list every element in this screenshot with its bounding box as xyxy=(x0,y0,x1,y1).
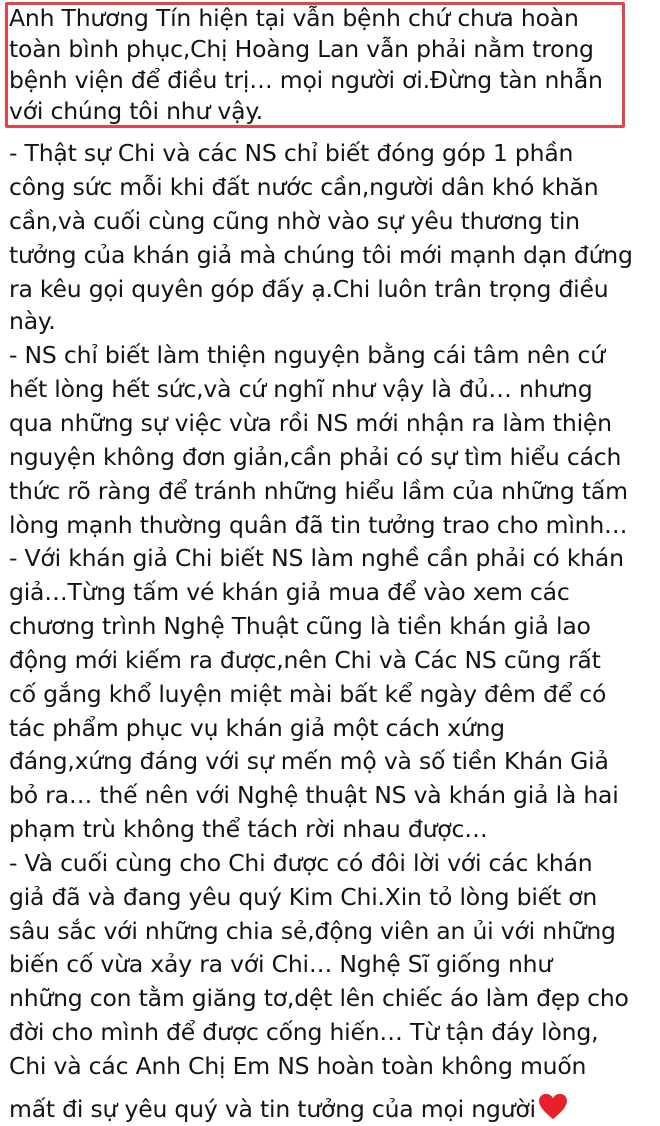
text-line: cần,và cuối cùng cũng nhờ vào sự yêu thương tin xyxy=(9,207,580,235)
text-line: - Với khán giả Chi biết NS làm nghề cần phải có khán xyxy=(9,544,624,572)
text-line: đời cho mình để được cống hiến… Từ tận đáy lòng, xyxy=(9,1018,599,1046)
text-line: bỏ ra… thế nên với Nghệ thuật NS và khán giả là hai xyxy=(9,781,619,809)
text-line: cố gắng khổ luyện miệt mài bất kể ngày đêm để có xyxy=(9,680,607,708)
text-line: biến cố vừa xảy ra với Chi… Nghệ Sĩ giống như xyxy=(9,950,553,978)
heart-icon xyxy=(538,1093,568,1120)
text-line: tưởng của khán giả mà chúng tôi mới mạnh dạn đứng xyxy=(9,241,633,269)
text-line: tác phẩm phục vụ khán giả một cách xứng xyxy=(9,714,505,742)
text-line: động mới kiếm ra được,nên Chi và Các NS cũng rất xyxy=(9,646,601,674)
text-line: ra kêu gọi quyên góp đấy ạ.Chi luôn trân trọng điều xyxy=(9,275,609,303)
text-line: Chi và các Anh Chị Em NS hoàn toàn không muốn xyxy=(9,1052,587,1080)
text-line: thức rõ ràng để tránh những hiểu lầm của những tấm xyxy=(9,477,628,505)
text-line-last xyxy=(9,1093,568,1125)
text-line: phạm trù không thể tách rời nhau được… xyxy=(9,815,488,843)
text-line: lòng mạnh thường quân đã tin tưởng trao cho mình… xyxy=(9,511,628,539)
text-line: qua những sự việc vừa rồi NS mới nhận ra làm thiện xyxy=(9,409,612,437)
text-line: giả…Từng tấm vé khán giả mua để vào xem các xyxy=(9,578,570,606)
text-line: đáng,xứng đáng với sự mến mộ và số tiền Khán Giả xyxy=(9,747,609,775)
text-line: toàn bình phục,Chị Hoàng Lan vẫn phải nằm trong xyxy=(9,35,594,63)
text-line: - Và cuối cùng cho Chi được có đôi lời với các khán xyxy=(9,849,593,877)
text-line: với chúng tôi như vậy. xyxy=(9,97,263,125)
text-line: - NS chỉ biết làm thiện nguyện bằng cái tâm nên cứ xyxy=(9,341,605,369)
text-line: bệnh viện để điều trị… mọi người ơi.Đừng tàn nhẫn xyxy=(9,66,603,94)
text-line: này. xyxy=(9,307,56,335)
text-line: công sức mỗi khi đất nước cần,người dân khó khăn xyxy=(9,173,599,201)
text-line: sâu sắc với những chia sẻ,động viên an ủi với những xyxy=(9,917,616,945)
text-line: hết lòng hết sức,và cứ nghĩ như vậy là đủ… nhưng xyxy=(9,375,593,403)
text-line: Anh Thương Tín hiện tại vẫn bệnh chứ chưa hoàn xyxy=(9,4,579,32)
text-line: - Thật sự Chi và các NS chỉ biết đóng góp 1 phần xyxy=(9,139,574,167)
text-line: giả đã và đang yêu quý Kim Chi.Xin tỏ lòng biết ơn xyxy=(9,883,598,911)
text-line: những con tằm giăng tơ,dệt lên chiếc áo làm đẹp cho xyxy=(9,984,629,1012)
text-line: nguyện không đơn giản,cần phải có sự tìm hiểu cách xyxy=(9,443,622,471)
text-line: mất đi sự yêu quý và tin tưởng của mọi người xyxy=(9,1095,536,1123)
text-line: chương trình Nghệ Thuật cũng là tiền khán giả lao xyxy=(9,612,591,640)
